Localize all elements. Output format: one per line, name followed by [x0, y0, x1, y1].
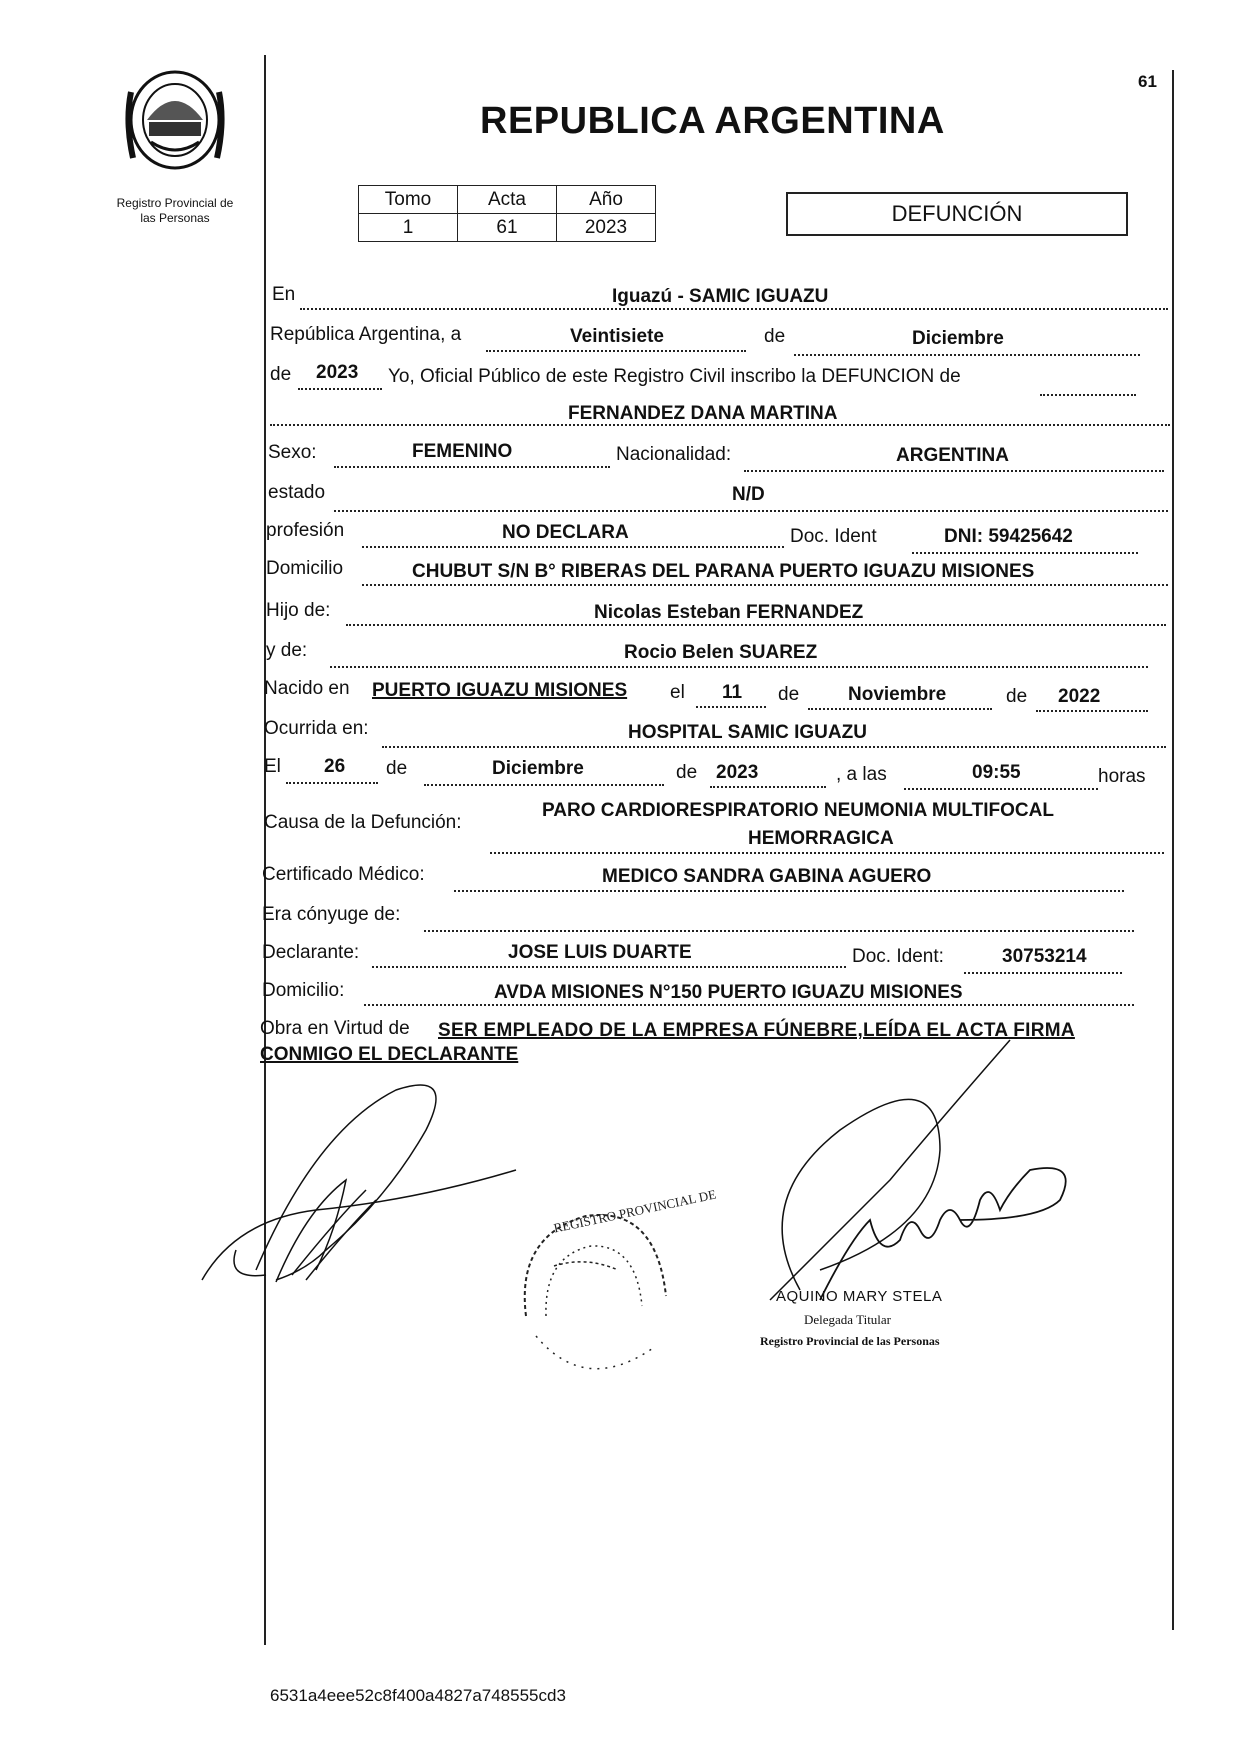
- record-header-acta: Acta: [458, 186, 557, 214]
- dots-en: [300, 308, 1168, 310]
- dots-causa: [490, 852, 1164, 854]
- dots-declarante-domicilio: [364, 1004, 1134, 1006]
- dots-ocurrida: [382, 746, 1166, 748]
- label-declarante: Declarante:: [262, 942, 360, 963]
- value-declarante: JOSE LUIS DUARTE: [508, 942, 692, 963]
- label-el: el: [670, 682, 685, 703]
- value-mes: Diciembre: [912, 328, 1004, 349]
- dots-yo: [1040, 394, 1136, 396]
- record-value-anio: 2023: [557, 214, 656, 242]
- record-header-anio: Año: [557, 186, 656, 214]
- label-yo-oficial: Yo, Oficial Público de este Registro Civil inscribo la DEFUNCION de: [388, 366, 961, 387]
- dots-nacido-mes: [808, 708, 992, 710]
- record-type-box: [786, 192, 1128, 236]
- value-obra-2: CONMIGO EL DECLARANTE: [260, 1044, 519, 1065]
- record-table-values: [359, 214, 656, 242]
- record-table-header: [359, 186, 656, 214]
- label-doc-ident: Doc. Ident: [790, 526, 877, 547]
- value-ocurrida: HOSPITAL SAMIC IGUAZU: [628, 722, 867, 743]
- dots-estado: [334, 510, 1168, 512]
- label-causa: Causa de la Defunción:: [264, 812, 462, 833]
- dots-declarante-doc: [964, 972, 1122, 974]
- value-nombre: FERNANDEZ DANA MARTINA: [568, 403, 838, 424]
- left-margin-line: [264, 55, 266, 1645]
- label-obra: Obra en Virtud de: [260, 1018, 410, 1039]
- dots-declarante: [372, 966, 846, 968]
- dots-dia: [486, 350, 746, 352]
- dots-nacionalidad: [744, 470, 1164, 472]
- registry-name: [92, 196, 258, 226]
- official-name: AQUINO MARY STELA: [776, 1288, 943, 1305]
- value-nacido-dia: 11: [722, 682, 743, 703]
- label-ocurrida-en: Ocurrida en:: [264, 718, 369, 739]
- dots-conyuge: [424, 930, 1134, 932]
- registry-line-2: las Personas: [140, 211, 210, 225]
- dots-padre: [346, 624, 1166, 626]
- value-anio: 2023: [316, 362, 359, 383]
- label-conyuge: Era cónyuge de:: [262, 904, 401, 925]
- dots-def-anio: [710, 786, 826, 788]
- record-value-tomo: 1: [359, 214, 458, 242]
- value-profesion: NO DECLARA: [502, 522, 629, 543]
- dots-def-mes: [424, 784, 664, 786]
- dots-sexo: [334, 466, 610, 468]
- label-sexo: Sexo:: [268, 442, 317, 463]
- official-org: Registro Provincial de las Personas: [760, 1334, 940, 1348]
- label-a-las: , a las: [836, 764, 887, 785]
- label-estado: estado: [268, 482, 326, 503]
- value-dni: DNI: 59425642: [944, 526, 1073, 547]
- official-signature-icon: [760, 1020, 1090, 1320]
- label-hijo-de: Hijo de:: [266, 600, 331, 621]
- official-title: Delegada Titular: [804, 1312, 892, 1327]
- label-de-5: de: [386, 758, 408, 779]
- label-republica: República Argentina, a: [270, 324, 462, 345]
- label-horas: horas: [1098, 766, 1146, 787]
- dots-certificado: [454, 890, 1124, 892]
- label-de-4: de: [1006, 686, 1028, 707]
- label-de-2: de: [270, 364, 292, 385]
- dots-nacido-dia: [696, 706, 766, 708]
- value-nacionalidad: ARGENTINA: [896, 445, 1009, 466]
- page-title: REPUBLICA ARGENTINA: [480, 100, 945, 142]
- value-certificado: MEDICO SANDRA GABINA AGUERO: [602, 866, 932, 887]
- label-domicilio-2: Domicilio:: [262, 980, 345, 1001]
- dots-anio: [298, 388, 382, 390]
- value-def-dia: 26: [324, 756, 346, 777]
- value-def-hora: 09:55: [972, 762, 1021, 783]
- label-certificado: Certificado Médico:: [262, 864, 425, 885]
- dots-nacido-anio: [1036, 710, 1148, 712]
- label-nacionalidad: Nacionalidad:: [616, 444, 732, 465]
- label-y-de: y de:: [266, 640, 308, 661]
- value-domicilio: CHUBUT S/N B° RIBERAS DEL PARANA PUERTO IGUAZU MISIONES: [412, 561, 1035, 582]
- official-stamp-icon: [506, 1186, 718, 1416]
- value-madre: Rocio Belen SUAREZ: [624, 642, 818, 663]
- svg-text:REGISTRO PROVINCIAL DE: REGISTRO PROVINCIAL DE: [552, 1186, 718, 1236]
- dots-mes: [794, 354, 1140, 356]
- value-declarante-domicilio: AVDA MISIONES N°150 PUERTO IGUAZU MISIONES: [494, 982, 963, 1003]
- value-declarante-doc: 30753214: [1002, 946, 1087, 967]
- label-doc-ident-2: Doc. Ident:: [852, 946, 944, 967]
- value-obra-1: SER EMPLEADO DE LA EMPRESA FÚNEBRE,LEÍDA EL ACTA FIRMA: [438, 1020, 1075, 1041]
- label-domicilio: Domicilio: [266, 558, 344, 579]
- page-number: 61: [1138, 72, 1157, 91]
- value-estado: N/D: [732, 484, 765, 505]
- label-nacido-en: Nacido en: [264, 678, 350, 699]
- provincial-seal-icon: [115, 62, 235, 182]
- record-header-tomo: Tomo: [359, 186, 458, 214]
- record-value-acta: 61: [458, 214, 557, 242]
- dots-domicilio: [362, 584, 1168, 586]
- label-profesion: profesión: [266, 520, 345, 541]
- value-nacido-lugar: PUERTO IGUAZU MISIONES: [372, 680, 628, 701]
- dots-def-dia: [286, 782, 378, 784]
- dots-madre: [330, 666, 1148, 668]
- label-de-1: de: [764, 326, 786, 347]
- label-de-6: de: [676, 762, 698, 783]
- value-dia-letras: Veintisiete: [570, 326, 664, 347]
- value-def-mes: Diciembre: [492, 758, 584, 779]
- label-de-3: de: [778, 684, 800, 705]
- label-el-cap: El: [264, 756, 281, 777]
- right-margin-line: [1172, 70, 1174, 1630]
- registry-line-1: Registro Provincial de: [116, 196, 234, 210]
- value-nacido-mes: Noviembre: [848, 684, 947, 705]
- signature-icon: [196, 1070, 536, 1300]
- value-sexo: FEMENINO: [412, 441, 513, 462]
- dots-def-hora: [904, 788, 1098, 790]
- value-lugar: Iguazú - SAMIC IGUAZU: [612, 286, 829, 307]
- value-causa-2: HEMORRAGICA: [748, 828, 894, 849]
- dots-profesion: [362, 546, 784, 548]
- label-en: En: [272, 284, 296, 305]
- value-padre: Nicolas Esteban FERNANDEZ: [594, 602, 864, 623]
- dots-dni: [912, 552, 1138, 554]
- record-table: [358, 185, 656, 242]
- record-type: DEFUNCIÓN: [891, 201, 1023, 226]
- value-causa-1: PARO CARDIORESPIRATORIO NEUMONIA MULTIFOCAL: [542, 800, 1054, 821]
- document-hash: 6531a4eee52c8f400a4827a748555cd3: [270, 1686, 566, 1705]
- value-def-anio: 2023: [716, 762, 759, 783]
- value-nacido-anio: 2022: [1058, 686, 1101, 707]
